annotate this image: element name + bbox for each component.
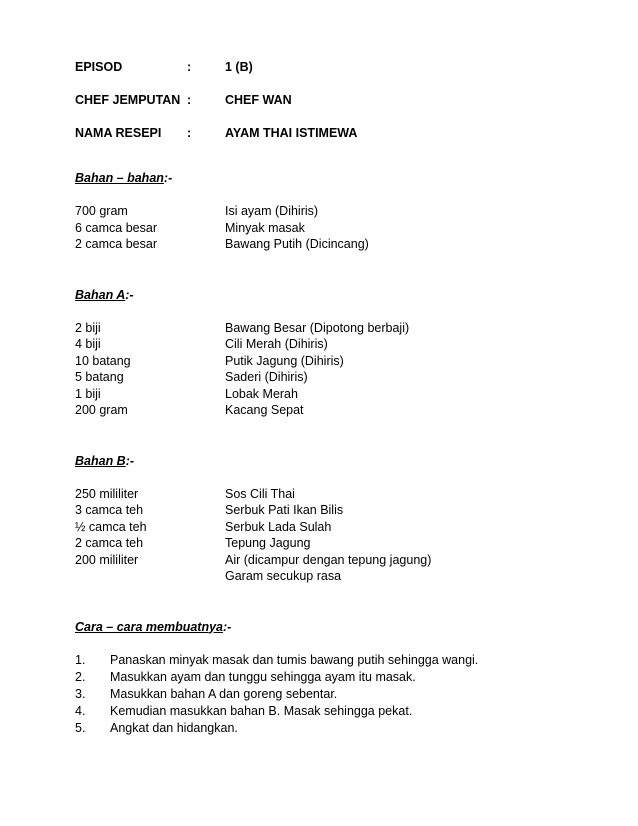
header-label: NAMA RESEPI xyxy=(75,126,162,140)
header-row-resepi xyxy=(75,126,595,142)
ingredient-row xyxy=(75,221,595,238)
section-bahan-bahan xyxy=(75,171,595,254)
section-title xyxy=(75,454,595,470)
ingredient-row xyxy=(75,520,595,537)
header-label: EPISOD xyxy=(75,60,123,74)
ingredient-quantity: 200 mililiter xyxy=(75,552,139,567)
ingredient-row xyxy=(75,553,595,570)
ingredient-name: Isi ayam (Dihiris) xyxy=(225,204,319,218)
ingredient-row xyxy=(75,237,595,254)
ingredient-name: Tepung Jagung xyxy=(225,536,311,550)
ingredient-quantity: 2 biji xyxy=(75,320,101,335)
step-row xyxy=(75,670,595,687)
section-title-text: Cara – cara membuatnya xyxy=(75,619,223,634)
ingredient-name: Garam secukup rasa xyxy=(225,569,342,583)
step-number: 2. xyxy=(75,669,86,684)
step-number: 1. xyxy=(75,652,86,667)
header-value: AYAM THAI ISTIMEWA xyxy=(225,126,358,140)
ingredient-quantity: 200 gram xyxy=(75,403,128,417)
ingredient-quantity: 700 gram xyxy=(75,204,128,218)
ingredient-row xyxy=(75,387,595,404)
ingredient-row xyxy=(75,204,595,221)
ingredient-name: Bawang Besar (Dipotong berbaji) xyxy=(225,320,410,335)
section-cara xyxy=(75,620,595,738)
ingredient-name: Sos Cili Thai xyxy=(225,486,295,501)
header-colon: : xyxy=(187,93,192,107)
ingredient-row xyxy=(75,569,595,586)
step-row xyxy=(75,704,595,721)
section-title-suffix: :- xyxy=(125,287,134,302)
ingredient-name: Putik Jagung (Dihiris) xyxy=(225,353,344,368)
section-bahan-a xyxy=(75,288,595,420)
ingredient-quantity: 1 biji xyxy=(75,386,101,401)
header-row-chef xyxy=(75,93,595,109)
step-text: Panaskan minyak masak dan tumis bawang putih sehingga wangi. xyxy=(110,652,479,667)
ingredient-quantity: 4 biji xyxy=(75,337,101,351)
step-text: Masukkan bahan A dan goreng sebentar. xyxy=(110,686,338,701)
section-bahan-b xyxy=(75,454,595,586)
section-title xyxy=(75,171,595,187)
ingredient-row xyxy=(75,503,595,520)
ingredient-quantity: ½ camca teh xyxy=(75,519,147,534)
header-row-episod xyxy=(75,60,595,76)
section-title-text: Bahan – bahan xyxy=(75,171,164,185)
header-colon: : xyxy=(187,126,192,140)
ingredient-name: Lobak Merah xyxy=(225,386,298,401)
ingredient-name: Serbuk Pati Ikan Bilis xyxy=(225,503,344,517)
step-row xyxy=(75,653,595,670)
header-value: CHEF WAN xyxy=(225,93,292,107)
ingredient-row xyxy=(75,354,595,371)
recipe-document xyxy=(75,60,595,738)
ingredient-name: Air (dicampur dengan tepung jagung) xyxy=(225,552,432,567)
ingredient-row xyxy=(75,487,595,504)
ingredient-quantity: 6 camca besar xyxy=(75,220,157,235)
step-text: Angkat dan hidangkan. xyxy=(110,720,238,735)
step-row xyxy=(75,721,595,738)
header-colon: : xyxy=(187,60,192,74)
ingredient-quantity: 2 camca teh xyxy=(75,536,144,550)
ingredient-name: Serbuk Lada Sulah xyxy=(225,519,332,534)
ingredient-quantity: 10 batang xyxy=(75,353,131,368)
header-value: 1 (B) xyxy=(225,60,253,74)
section-title-suffix: :- xyxy=(125,453,135,468)
ingredient-name: Minyak masak xyxy=(225,220,305,235)
step-text: Kemudian masukkan bahan B. Masak sehingga pekat. xyxy=(110,703,413,718)
step-number: 5. xyxy=(75,720,86,735)
step-number: 3. xyxy=(75,686,86,701)
step-row xyxy=(75,687,595,704)
section-title xyxy=(75,288,595,304)
ingredient-row xyxy=(75,370,595,387)
ingredient-quantity: 3 camca teh xyxy=(75,503,144,517)
ingredient-quantity: 5 batang xyxy=(75,370,124,384)
ingredient-row xyxy=(75,321,595,338)
ingredient-name: Bawang Putih (Dicincang) xyxy=(225,237,369,251)
section-title-suffix: :- xyxy=(163,171,173,185)
ingredient-row xyxy=(75,403,595,420)
step-text: Masukkan ayam dan tunggu sehingga ayam itu masak. xyxy=(110,669,416,684)
section-title-suffix: :- xyxy=(223,619,232,634)
ingredient-row xyxy=(75,536,595,553)
ingredient-name: Kacang Sepat xyxy=(225,403,304,417)
ingredient-row xyxy=(75,337,595,354)
header-block xyxy=(75,60,595,142)
ingredient-name: Cili Merah (Dihiris) xyxy=(225,337,328,351)
ingredient-name: Saderi (Dihiris) xyxy=(225,370,308,384)
step-number: 4. xyxy=(75,703,86,718)
header-label: CHEF JEMPUTAN xyxy=(75,93,181,107)
ingredient-quantity: 2 camca besar xyxy=(75,237,157,251)
ingredient-quantity: 250 mililiter xyxy=(75,486,139,501)
section-title-text: Bahan A xyxy=(75,287,126,302)
section-title xyxy=(75,620,595,636)
section-title-text: Bahan B xyxy=(75,453,126,468)
